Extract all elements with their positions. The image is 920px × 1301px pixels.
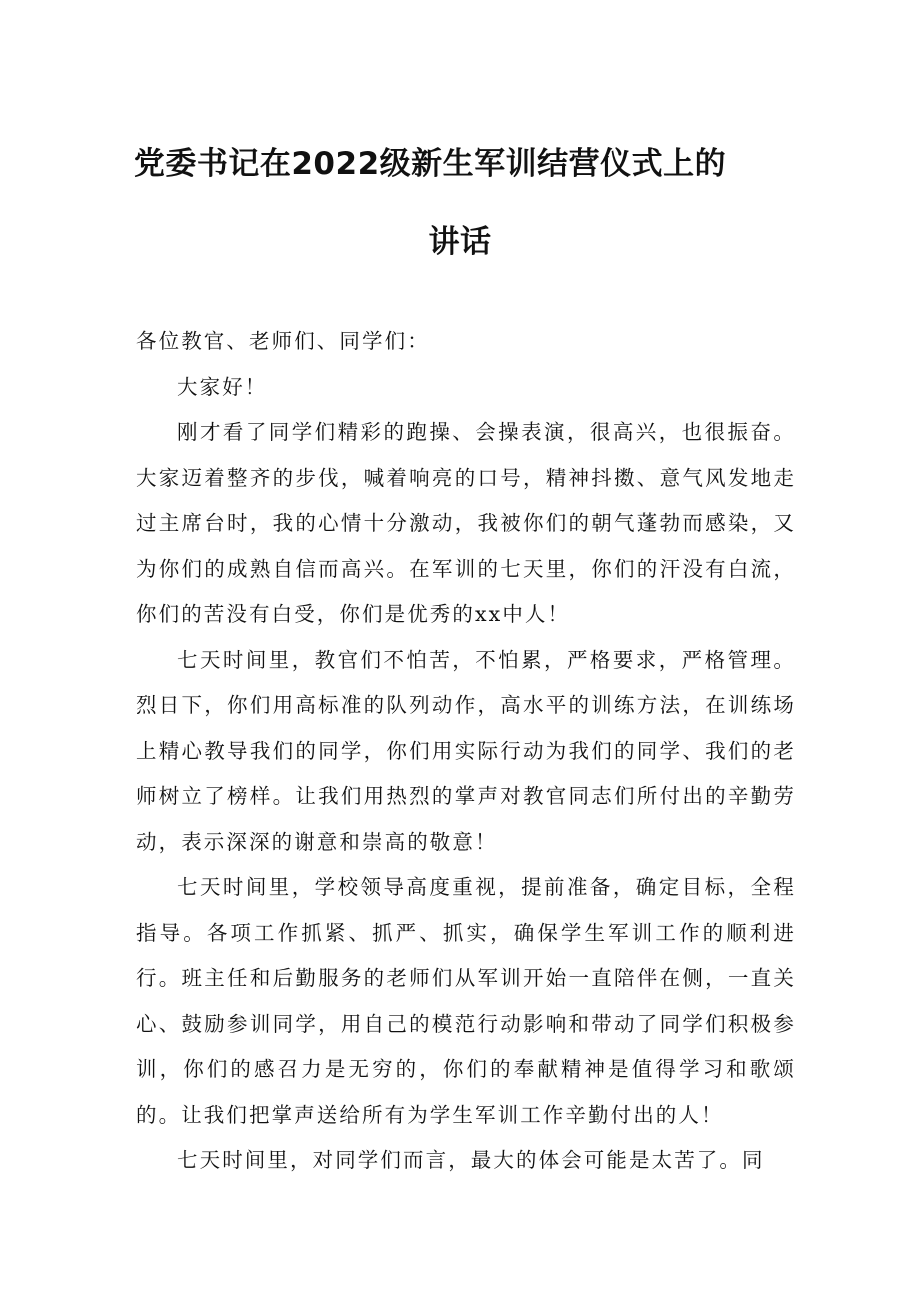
document-title-line-1: 党委书记在2022级新生军训结营仪式上的 bbox=[133, 146, 727, 182]
document-title-line-2: 讲话 bbox=[428, 224, 492, 260]
salutation: 各位教官、老师们、同学们： bbox=[136, 329, 430, 353]
paragraph-4: 七天时间里，对同学们而言，最大的体会可能是太苦了。同 bbox=[177, 1148, 765, 1172]
paragraph-1: 刚才看了同学们精彩的跑操、会操表演，很高兴，也很振奋。大家迈着整齐的步伐，喊着响亮的口号，精神抖擞、意气风发地走过主席台时，我的心情十分激动，我被你们的朝气蓬勃而感染，又为你们的成熟自信而高兴。在军训的七天里，你们的汗没有白流，你们的苦没有白受，你们是优秀的xx中人！ bbox=[136, 420, 796, 626]
greeting: 大家好！ bbox=[177, 374, 268, 399]
paragraph-3: 七天时间里，学校领导高度重视，提前准备，确定目标，全程指导。各项工作抓紧、抓严、抓实，确保学生军训工作的顺利进行。班主任和后勤服务的老师们从军训开始一直陪伴在侧，一直关心、鼓励参训同学，用自己的模范行动影响和带动了同学们积极参训，你们的感召力是无穷的，你们的奉献精神是值得学习和歌颂的。让我们把掌声送给所有为学生军训工作辛勤付出的人！ bbox=[136, 875, 796, 1127]
paragraph-2: 七天时间里，教官们不怕苦，不怕累，严格要求，严格管理。烈日下，你们用高标准的队列动作，高水平的训练方法，在训练场上精心教导我们的同学，你们用实际行动为我们的同学、我们的老师树立了榜样。让我们用热烈的掌声对教官同志们所付出的辛勤劳动，表示深深的谢意和崇高的敬意！ bbox=[136, 647, 796, 854]
document-body bbox=[136, 319, 796, 1184]
